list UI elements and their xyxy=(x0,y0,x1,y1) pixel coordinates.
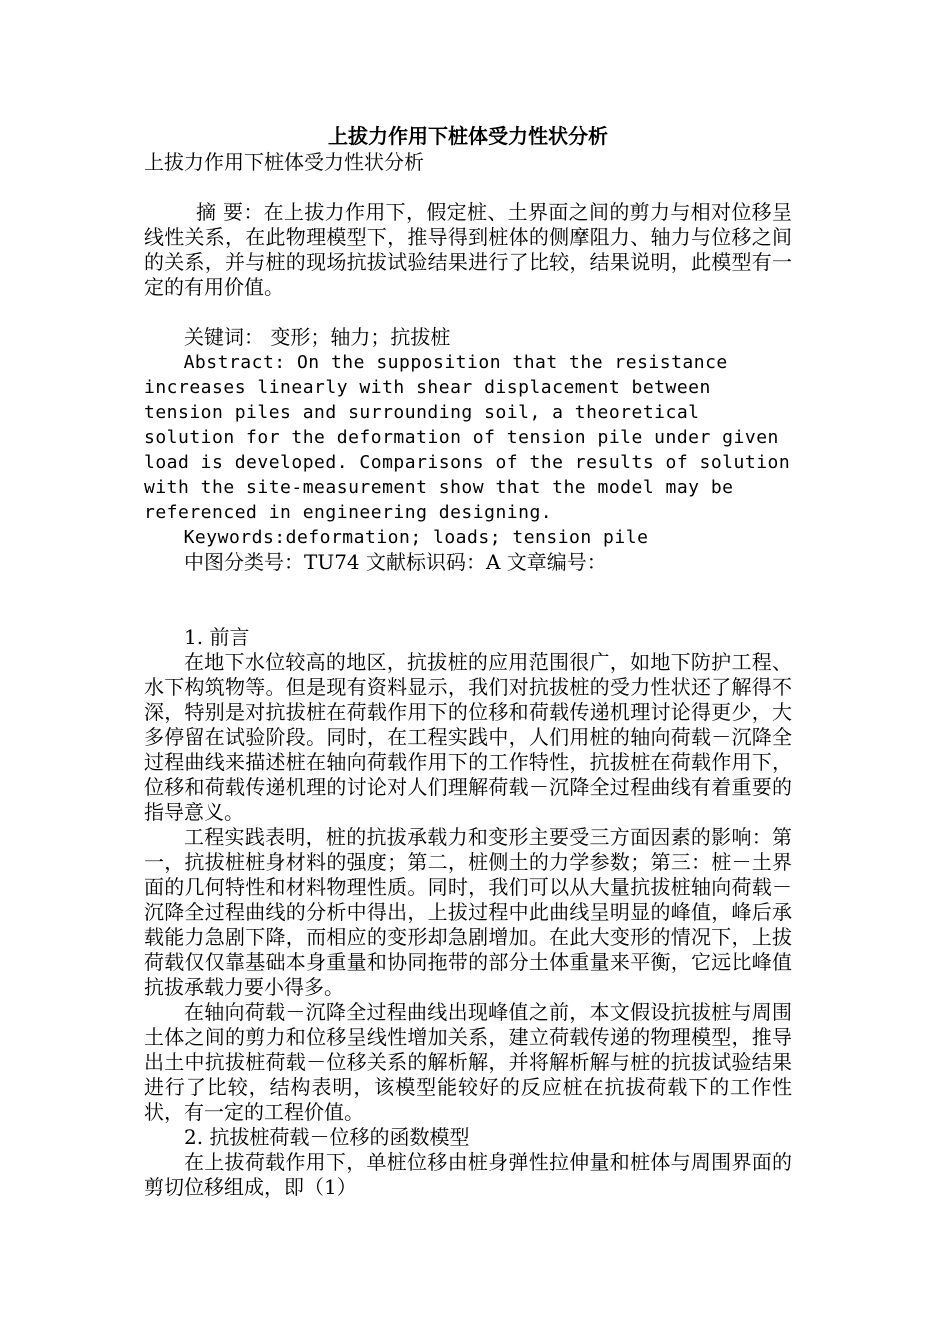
spacer xyxy=(144,575,792,625)
section2-heading: 2. 抗拔桩荷载－位移的函数模型 xyxy=(184,1125,470,1149)
section1-paragraph-1: 在地下水位较高的地区，抗拔桩的应用范围很广，如地下防护工程、水下构筑物等。但是现有资料显示，我们对抗拔桩的受力性状还了解得不深，特别是对抗拔桩在荷载作用下的位移和荷载传递机理讨论得更少，大多停留在试验阶段。同时，在工程实践中，人们用桩的轴向荷载－沉降全过程曲线来描述桩在轴向荷载作用下的工作特性，抗拔桩在荷载作用下，位移和荷载传递机理的讨论对人们理解荷载－沉降全过程曲线有着重要的指导意义。 xyxy=(144,650,792,824)
section2-paragraph-1: 在上拔荷载作用下，单桩位移由桩身弹性拉伸量和桩体与周围界面的剪切位移组成，即（1） xyxy=(144,1150,792,1199)
section1-paragraph-2: 工程实践表明，桩的抗拔承载力和变形主要受三方面因素的影响：第一，抗拔桩桩身材料的强度；第二，桩侧土的力学参数；第三：桩－土界面的几何特性和材料物理性质。同时，我们可以从大量抗拔桩轴向荷载－沉降全过程曲线的分析中得出，上拔过程中此曲线呈明显的峰值，峰后承载能力急剧下降，而相应的变形却急剧增加。在此大变形的情况下，上拔荷载仅仅靠基础本身重量和协同拖带的部分土体重量来平衡，它远比峰值抗拔承载力要小得多。 xyxy=(144,825,792,999)
abstract-cn: 摘 要：在上拔力作用下，假定桩、土界面之间的剪力与相对位移呈线性关系，在此物理模型下，推导得到桩体的侧摩阻力、轴力与位移之间的关系，并与桩的现场抗拔试验结果进行了比较，结果说明，此模型有一定的有用价值。 xyxy=(144,200,792,299)
keywords-en: Keywords:deformation; loads; tension pile xyxy=(183,527,649,548)
section1-heading: 1. 前言 xyxy=(184,625,250,649)
subtitle: 上拔力作用下桩体受力性状分析 xyxy=(144,150,424,174)
keywords-cn: 关键词： 变形；轴力；抗拔桩 xyxy=(184,325,451,349)
spacer xyxy=(144,300,792,325)
section1-paragraph-3: 在轴向荷载－沉降全过程曲线出现峰值之前，本文假设抗拔桩与周围土体之间的剪力和位移呈线性增加关系，建立荷载传递的物理模型，推导出土中抗拔桩荷载－位移关系的解析解，并将解析解与桩的抗拔试验结果进行了比较，结构表明，该模型能较好的反应桩在抗拔荷载下的工作性状，有一定的工程价值。 xyxy=(144,1000,792,1124)
abstract-en: Abstract: On the supposition that the resistance increases linearly with shear displacement between tension piles and surrounding soil, a theoretical solution for the deformation of tension pile under given load is developed. Comparisons of the results of solution with the site-measurement show that the model may be referenced in engineering designing. xyxy=(144,352,791,523)
classification: 中图分类号：TU74 文献标识码：A 文章编号： xyxy=(184,550,607,574)
spacer xyxy=(144,175,792,200)
page-title: 上拔力作用下桩体受力性状分析 xyxy=(328,124,608,148)
document-body xyxy=(144,122,792,1200)
